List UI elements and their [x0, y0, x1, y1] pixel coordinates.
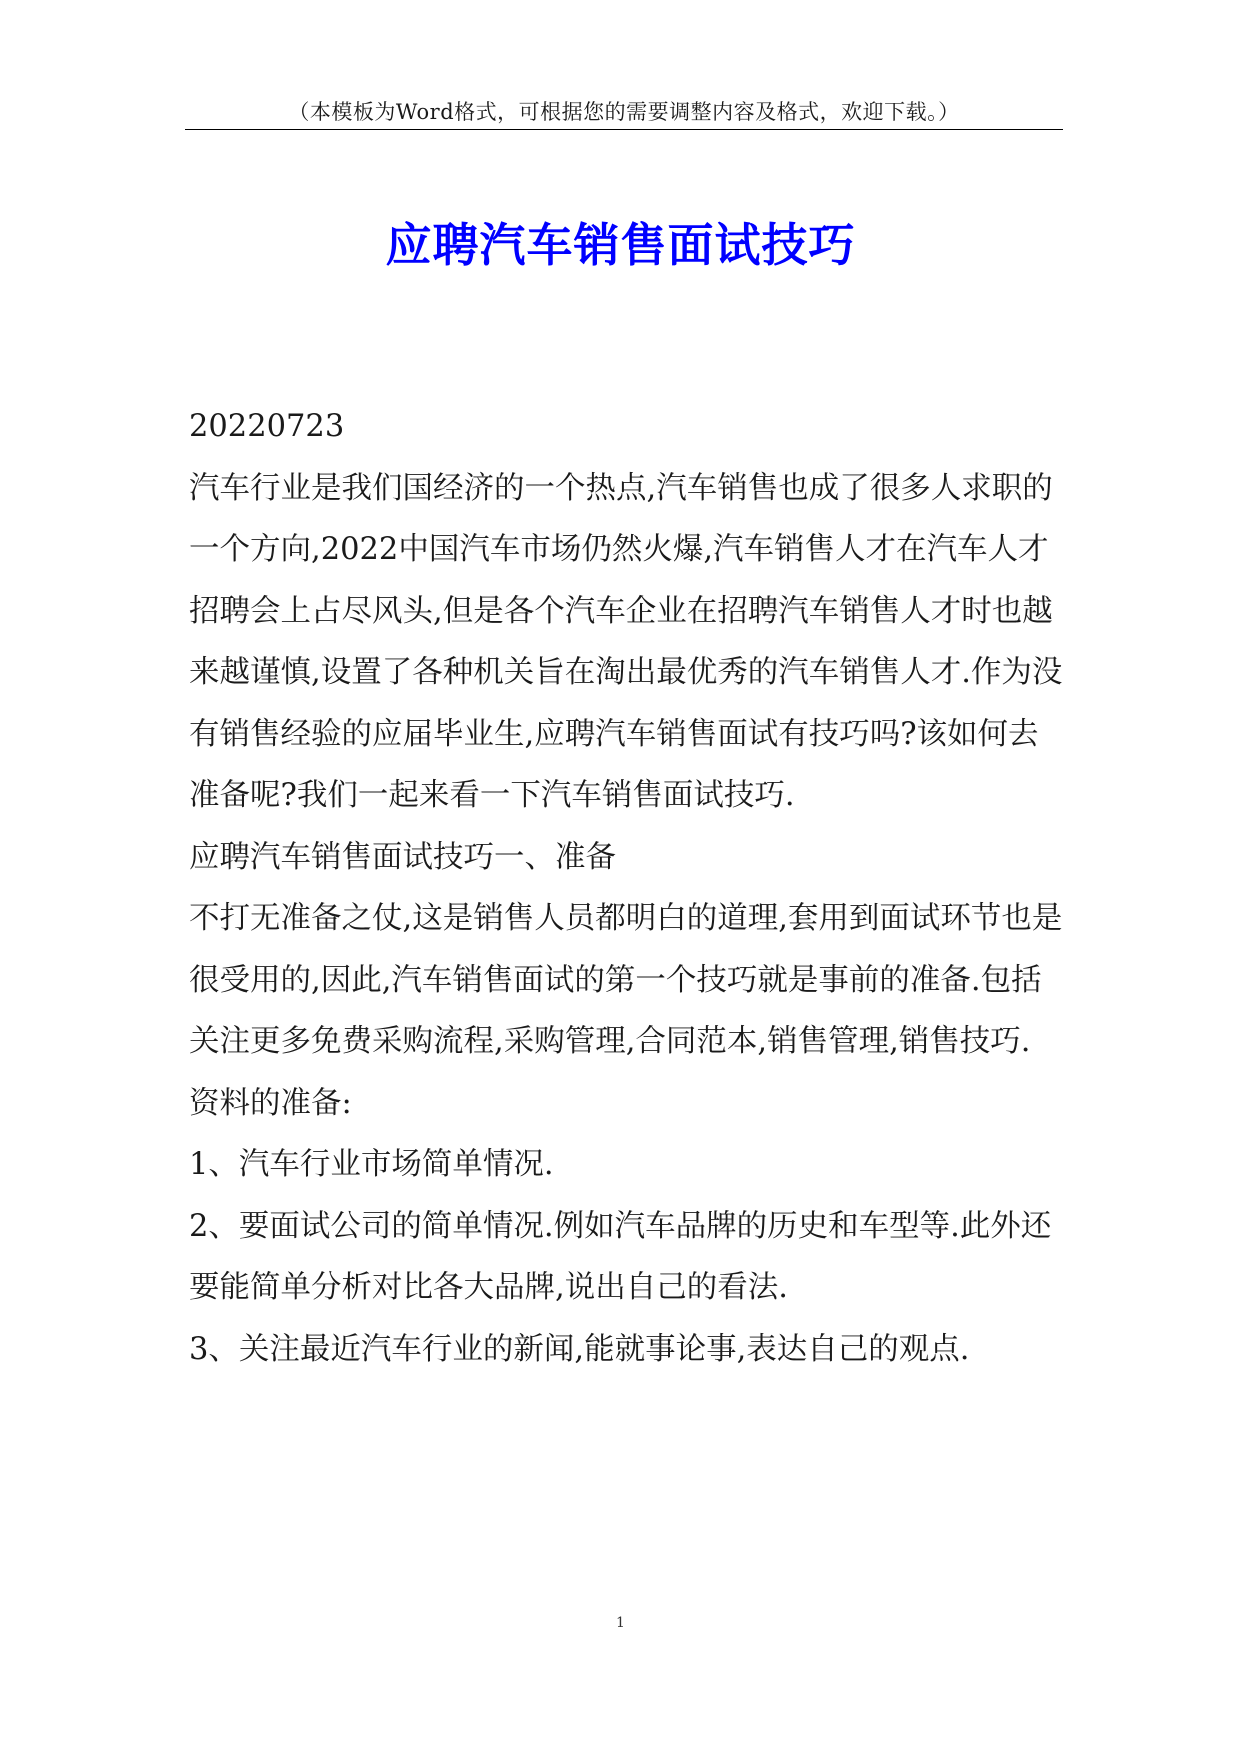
header-note: （本模板为Word格式，可根据您的需要调整内容及格式，欢迎下载。）	[288, 100, 960, 124]
header-divider	[185, 129, 1063, 130]
page-number: 1	[616, 1615, 625, 1631]
list-item-3: 3、关注最近汽车行业的新闻,能就事论事,表达自己的观点.	[189, 1331, 970, 1367]
date-line: 20220723	[189, 409, 345, 444]
document-title: 应聘汽车销售面试技巧	[385, 218, 856, 272]
document-body	[189, 396, 1069, 1380]
materials-heading: 资料的准备:	[189, 1085, 352, 1121]
section-heading: 应聘汽车销售面试技巧一、准备	[189, 839, 616, 875]
list-item-1: 1、汽车行业市场简单情况.	[189, 1147, 554, 1182]
list-item-2: 2、要面试公司的简单情况.例如汽车品牌的历史和车型等.此外还要能简单分析对比各大品牌,说出自己的看法.	[189, 1208, 1052, 1305]
section-paragraph: 不打无准备之仗,这是销售人员都明白的道理,套用到面试环节也是很受用的,因此,汽车销售面试的第一个技巧就是事前的准备.包括关注更多免费采购流程,采购管理,合同范本,销售管理,销售技巧.	[189, 901, 1063, 1059]
intro-paragraph: 汽车行业是我们国经济的一个热点,汽车销售也成了很多人求职的一个方向,2022中国汽车市场仍然火爆,汽车销售人才在汽车人才招聘会上占尽风头,但是各个汽车企业在招聘汽车销售人才时也越来越谨慎,设置了各种机关旨在淘出最优秀的汽车销售人才.作为没有销售经验的应届毕业生,应聘汽车销售面试有技巧吗?该如何去准备呢?我们一起来看一下汽车销售面试技巧.	[189, 470, 1063, 813]
